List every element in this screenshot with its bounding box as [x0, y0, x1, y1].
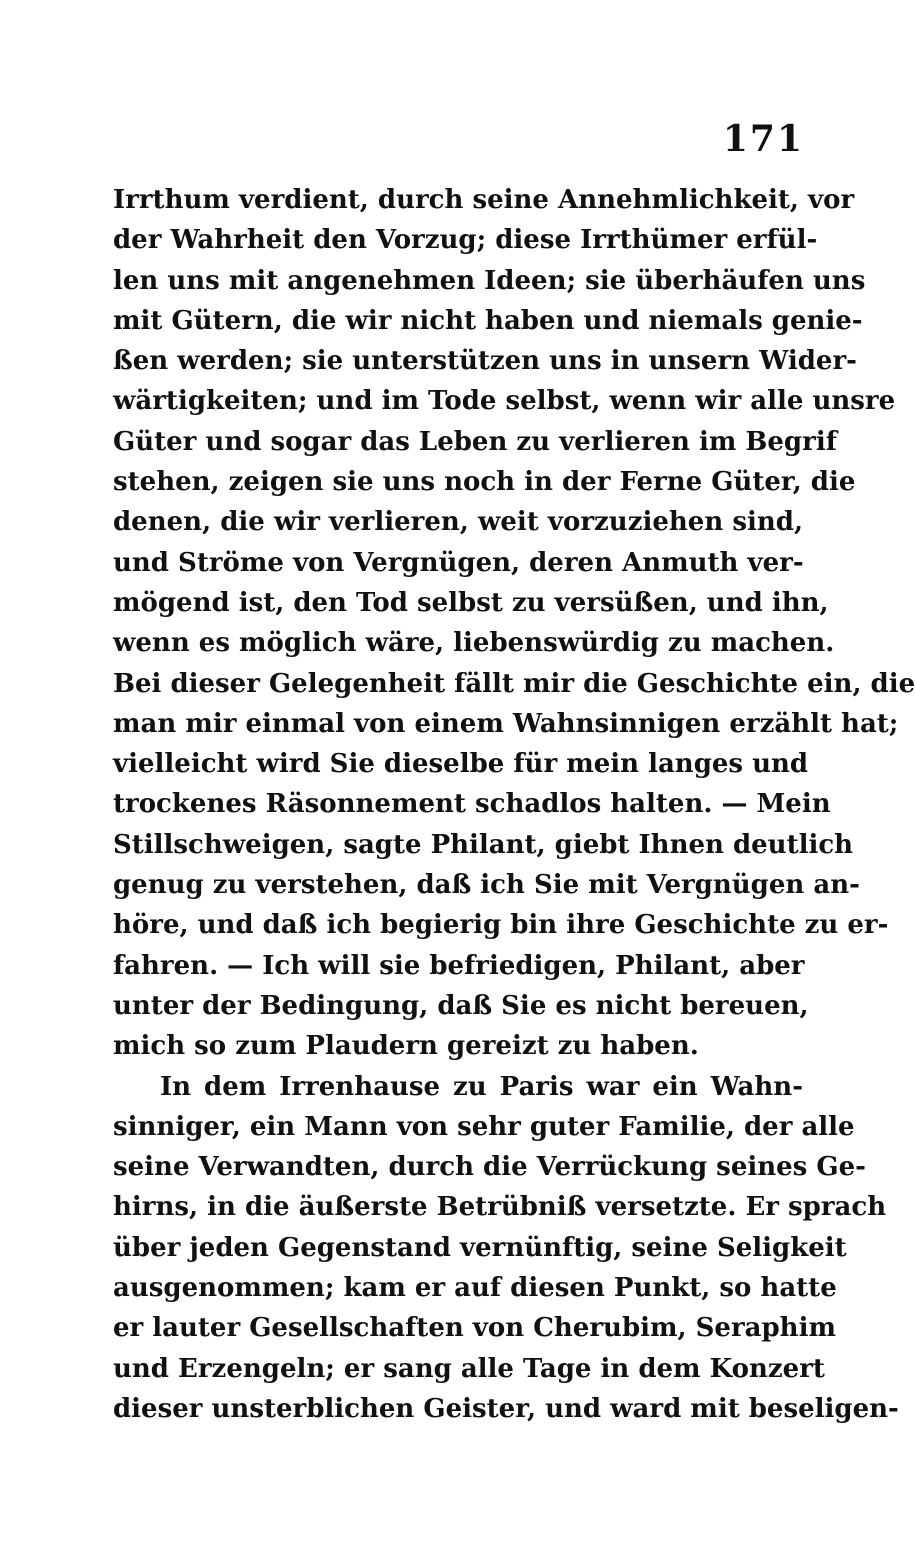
text-line: wenn es möglich wäre, liebenswürdig zu machen.: [113, 628, 835, 659]
text-line: und Ströme von Vergnügen, deren Anmuth ver-: [113, 547, 804, 578]
text-line: wärtigkeiten; und im Tode selbst, wenn wir alle unsre: [113, 386, 896, 417]
text-line: unter der Bedingung, daß Sie es nicht bereuen,: [113, 990, 809, 1021]
text-line: seine Verwandten, durch die Verrückung seines Ge-: [113, 1152, 866, 1183]
paragraph-end-line: mich so zum Plaudern gereizt zu haben.: [113, 1031, 699, 1062]
text-line: Bei dieser Gelegenheit fällt mir die Geschichte ein, die: [113, 668, 915, 699]
text-line: stehen, zeigen sie uns noch in der Ferne Güter, die: [113, 467, 856, 498]
text-line: hirns, in die äußerste Betrübniß versetzte. Er sprach: [113, 1192, 887, 1223]
text-line: man mir einmal von einem Wahnsinnigen erzählt hat;: [113, 708, 899, 739]
text-line: Stillschweigen, sagte Philant, giebt Ihnen deutlich: [113, 829, 854, 860]
text-line: mit Gütern, die wir nicht haben und niemals genie-: [113, 305, 863, 336]
text-line: denen, die wir verlieren, weit vorzuziehen sind,: [113, 507, 803, 538]
text-line: dieser unsterblichen Geister, und ward mit beseligen-: [113, 1393, 899, 1424]
text-line: Irrthum verdient, durch seine Annehmlichkeit, vor: [113, 185, 855, 215]
text-line: ßen werden; sie unterstützen uns in unsern Wider-: [113, 346, 857, 377]
text-line: Güter und sogar das Leben zu verlieren im Begrif: [113, 426, 837, 457]
page-number: 171: [722, 118, 804, 160]
body-text: [113, 180, 915, 1429]
text-line: über jeden Gegenstand vernünftig, seine Seligkeit: [113, 1232, 847, 1263]
text-line: und Erzengeln; er sang alle Tage in dem Konzert: [113, 1353, 825, 1384]
paragraph-start-line: In dem Irrenhause zu Paris war ein Wahn-: [160, 1071, 803, 1102]
text-line: mögend ist, den Tod selbst zu versüßen, und ihn,: [113, 587, 829, 618]
text-line: der Wahrheit den Vorzug; diese Irrthümer erfül-: [113, 225, 818, 256]
text-line: fahren. — Ich will sie befriedigen, Philant, aber: [113, 950, 805, 981]
text-line: vielleicht wird Sie dieselbe für mein langes und: [113, 749, 809, 780]
text-line: genug zu verstehen, daß ich Sie mit Vergnügen an-: [113, 870, 860, 901]
text-line: len uns mit angenehmen Ideen; sie überhäufen uns: [113, 265, 866, 296]
text-line: er lauter Gesellschaften von Cherubim, Seraphim: [113, 1313, 836, 1344]
text-line: sinniger, ein Mann von sehr guter Familie, der alle: [113, 1111, 855, 1142]
text-line: trockenes Räsonnement schadlos halten. — Mein: [113, 789, 831, 820]
text-line: ausgenommen; kam er auf diesen Punkt, so hatte: [113, 1273, 837, 1304]
text-line: höre, und daß ich begierig bin ihre Geschichte zu er-: [113, 910, 889, 941]
